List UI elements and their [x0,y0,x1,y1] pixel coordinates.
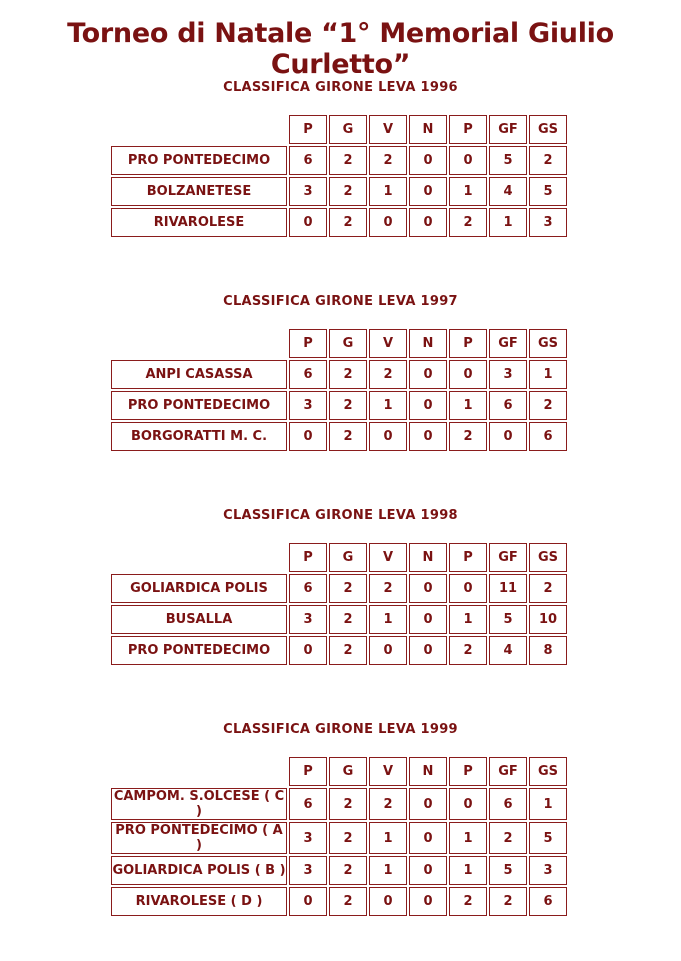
standings-table [109,113,569,239]
cell-played: 2 [329,146,367,175]
header-blank [111,115,287,144]
group-title: CLASSIFICA GIRONE LEVA 1999 [223,722,458,737]
cell-points: 3 [289,822,327,854]
header-blank [111,757,287,786]
team-name: BORGORATTI M. C. [111,422,287,451]
cell-won: 1 [369,605,407,634]
cell-goals-for: 11 [489,574,527,603]
cell-lost: 1 [449,391,487,420]
cell-won: 0 [369,422,407,451]
group-title: CLASSIFICA GIRONE LEVA 1997 [223,294,458,309]
cell-drawn: 0 [409,391,447,420]
cell-lost: 1 [449,177,487,206]
table-row [111,391,567,420]
cell-played: 2 [329,788,367,820]
team-name: GOLIARDICA POLIS [111,574,287,603]
cell-drawn: 0 [409,146,447,175]
table-row [111,856,567,885]
col-header-played: G [329,543,367,572]
cell-goals-against: 3 [529,856,567,885]
cell-lost: 0 [449,360,487,389]
cell-played: 2 [329,574,367,603]
cell-played: 2 [329,422,367,451]
col-header-goals-against: GS [529,543,567,572]
table-row [111,636,567,665]
cell-goals-for: 2 [489,822,527,854]
cell-drawn: 0 [409,177,447,206]
cell-drawn: 0 [409,422,447,451]
header-row [111,757,567,786]
col-header-goals-against: GS [529,329,567,358]
cell-points: 6 [289,574,327,603]
header-blank [111,329,287,358]
cell-points: 3 [289,391,327,420]
team-name: BOLZANETESE [111,177,287,206]
cell-lost: 0 [449,146,487,175]
cell-won: 2 [369,360,407,389]
cell-played: 2 [329,360,367,389]
cell-played: 2 [329,605,367,634]
cell-points: 0 [289,422,327,451]
col-header-lost: P [449,115,487,144]
table-row [111,208,567,237]
col-header-lost: P [449,757,487,786]
cell-goals-for: 6 [489,391,527,420]
col-header-goals-against: GS [529,757,567,786]
cell-drawn: 0 [409,788,447,820]
header-row [111,543,567,572]
cell-points: 0 [289,636,327,665]
cell-drawn: 0 [409,856,447,885]
col-header-points: P [289,329,327,358]
cell-goals-for: 4 [489,177,527,206]
cell-won: 1 [369,391,407,420]
team-name: PRO PONTEDECIMO [111,636,287,665]
cell-goals-against: 1 [529,788,567,820]
cell-lost: 2 [449,887,487,916]
table-row [111,605,567,634]
cell-goals-for: 2 [489,887,527,916]
cell-goals-against: 6 [529,422,567,451]
cell-won: 0 [369,636,407,665]
col-header-drawn: N [409,543,447,572]
col-header-lost: P [449,543,487,572]
cell-goals-against: 8 [529,636,567,665]
cell-won: 1 [369,856,407,885]
team-name: CAMPOM. S.OLCESE ( C ) [111,788,287,820]
cell-points: 6 [289,788,327,820]
col-header-drawn: N [409,329,447,358]
cell-won: 2 [369,788,407,820]
group-title: CLASSIFICA GIRONE LEVA 1996 [223,80,458,95]
cell-goals-against: 1 [529,360,567,389]
col-header-goals-for: GF [489,329,527,358]
cell-goals-for: 3 [489,360,527,389]
col-header-won: V [369,543,407,572]
header-row [111,329,567,358]
col-header-played: G [329,115,367,144]
col-header-won: V [369,757,407,786]
cell-lost: 1 [449,605,487,634]
header-row [111,115,567,144]
team-name: RIVAROLESE [111,208,287,237]
col-header-played: G [329,757,367,786]
cell-goals-for: 5 [489,146,527,175]
cell-drawn: 0 [409,208,447,237]
cell-goals-for: 4 [489,636,527,665]
cell-points: 3 [289,856,327,885]
cell-drawn: 0 [409,360,447,389]
header-blank [111,543,287,572]
table-row [111,788,567,820]
table-row [111,574,567,603]
cell-points: 3 [289,177,327,206]
team-name: PRO PONTEDECIMO [111,391,287,420]
cell-drawn: 0 [409,605,447,634]
col-header-won: V [369,115,407,144]
col-header-points: P [289,543,327,572]
cell-points: 6 [289,360,327,389]
cell-goals-against: 6 [529,887,567,916]
cell-points: 3 [289,605,327,634]
cell-won: 1 [369,177,407,206]
cell-goals-against: 5 [529,177,567,206]
cell-goals-against: 2 [529,146,567,175]
cell-won: 0 [369,208,407,237]
cell-played: 2 [329,887,367,916]
cell-goals-against: 5 [529,822,567,854]
cell-played: 2 [329,177,367,206]
table-row [111,146,567,175]
cell-won: 2 [369,574,407,603]
col-header-points: P [289,115,327,144]
col-header-lost: P [449,329,487,358]
table-row [111,822,567,854]
cell-points: 0 [289,887,327,916]
standings-table [109,541,569,667]
cell-goals-for: 5 [489,605,527,634]
team-name: PRO PONTEDECIMO ( A ) [111,822,287,854]
cell-drawn: 0 [409,822,447,854]
cell-goals-against: 2 [529,574,567,603]
cell-drawn: 0 [409,887,447,916]
cell-won: 0 [369,887,407,916]
cell-played: 2 [329,636,367,665]
team-name: RIVAROLESE ( D ) [111,887,287,916]
cell-lost: 2 [449,422,487,451]
cell-lost: 2 [449,208,487,237]
standings-table [109,327,569,453]
cell-goals-against: 2 [529,391,567,420]
cell-won: 1 [369,822,407,854]
col-header-goals-against: GS [529,115,567,144]
cell-goals-against: 10 [529,605,567,634]
team-name: GOLIARDICA POLIS ( B ) [111,856,287,885]
standings-table [109,755,569,918]
cell-drawn: 0 [409,636,447,665]
table-row [111,887,567,916]
cell-points: 6 [289,146,327,175]
col-header-drawn: N [409,757,447,786]
col-header-won: V [369,329,407,358]
cell-played: 2 [329,391,367,420]
col-header-played: G [329,329,367,358]
team-name: BUSALLA [111,605,287,634]
cell-drawn: 0 [409,574,447,603]
col-header-goals-for: GF [489,115,527,144]
cell-played: 2 [329,822,367,854]
cell-goals-for: 5 [489,856,527,885]
page-title: Torneo di Natale “1° Memorial Giulio Curletto” [67,18,614,80]
cell-lost: 2 [449,636,487,665]
cell-goals-for: 1 [489,208,527,237]
table-row [111,177,567,206]
group-title: CLASSIFICA GIRONE LEVA 1998 [223,508,458,523]
cell-played: 2 [329,208,367,237]
cell-lost: 1 [449,822,487,854]
table-row [111,422,567,451]
cell-lost: 0 [449,788,487,820]
cell-lost: 0 [449,574,487,603]
cell-played: 2 [329,856,367,885]
cell-goals-for: 0 [489,422,527,451]
cell-goals-against: 3 [529,208,567,237]
table-row [111,360,567,389]
cell-points: 0 [289,208,327,237]
col-header-drawn: N [409,115,447,144]
col-header-goals-for: GF [489,757,527,786]
team-name: PRO PONTEDECIMO [111,146,287,175]
cell-goals-for: 6 [489,788,527,820]
col-header-points: P [289,757,327,786]
cell-won: 2 [369,146,407,175]
team-name: ANPI CASASSA [111,360,287,389]
cell-lost: 1 [449,856,487,885]
col-header-goals-for: GF [489,543,527,572]
